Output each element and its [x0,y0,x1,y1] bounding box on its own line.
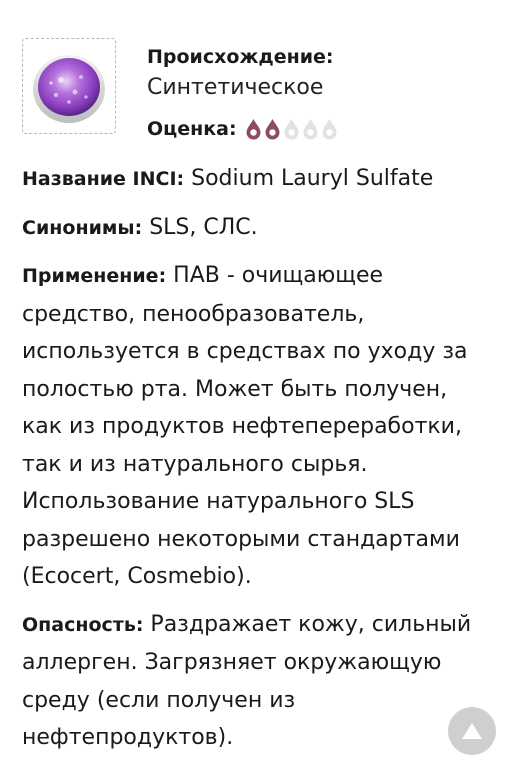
ingredient-header [0,0,507,150]
rating-row [147,114,340,144]
danger-label: Опасность: [22,613,144,636]
rating-drop-filled-icon [264,118,281,140]
origin-value: Синтетическое [147,75,324,100]
rating-drop-empty-icon [283,118,300,140]
ingredient-details [22,160,487,767]
rating-drop-filled-icon [245,118,262,140]
usage-row [22,257,487,596]
danger-value: Раздражает кожу, сильный аллерген. Загрязняет окружающую среду (если получен из нефтепродуктов). [22,611,472,750]
inci-value: Sodium Lauryl Sulfate [184,166,434,191]
rating-drop-empty-icon [321,118,338,140]
origin-label: Происхождение: [147,46,334,68]
danger-row [22,606,487,757]
synonyms-row [22,209,487,248]
rating-drop-empty-icon [302,118,319,140]
triangle-up-icon [461,722,483,740]
powder-bowl-image [31,47,107,125]
usage-label: Применение: [22,265,167,287]
rating-label: Оценка: [147,118,237,140]
usage-value: ПАВ - очищающее средство, пенообразователь, используется в средствах по уходу за полостью рта. Может быть получен, как из продуктов нефтепереработки, так и из натурального сырья. Использование натурального SLS разрешено некоторыми стандартами (Ecocert, Cosmebio). [22,263,468,589]
synonyms-value: SLS, СЛС. [142,214,258,240]
ingredient-image [22,38,116,134]
scroll-to-top-button[interactable] [448,707,496,755]
inci-row [22,160,487,199]
rating-drops [245,118,340,140]
ingredient-meta [147,42,340,144]
synonyms-label: Синонимы: [22,216,143,239]
inci-label: Название INCI: [22,168,185,190]
